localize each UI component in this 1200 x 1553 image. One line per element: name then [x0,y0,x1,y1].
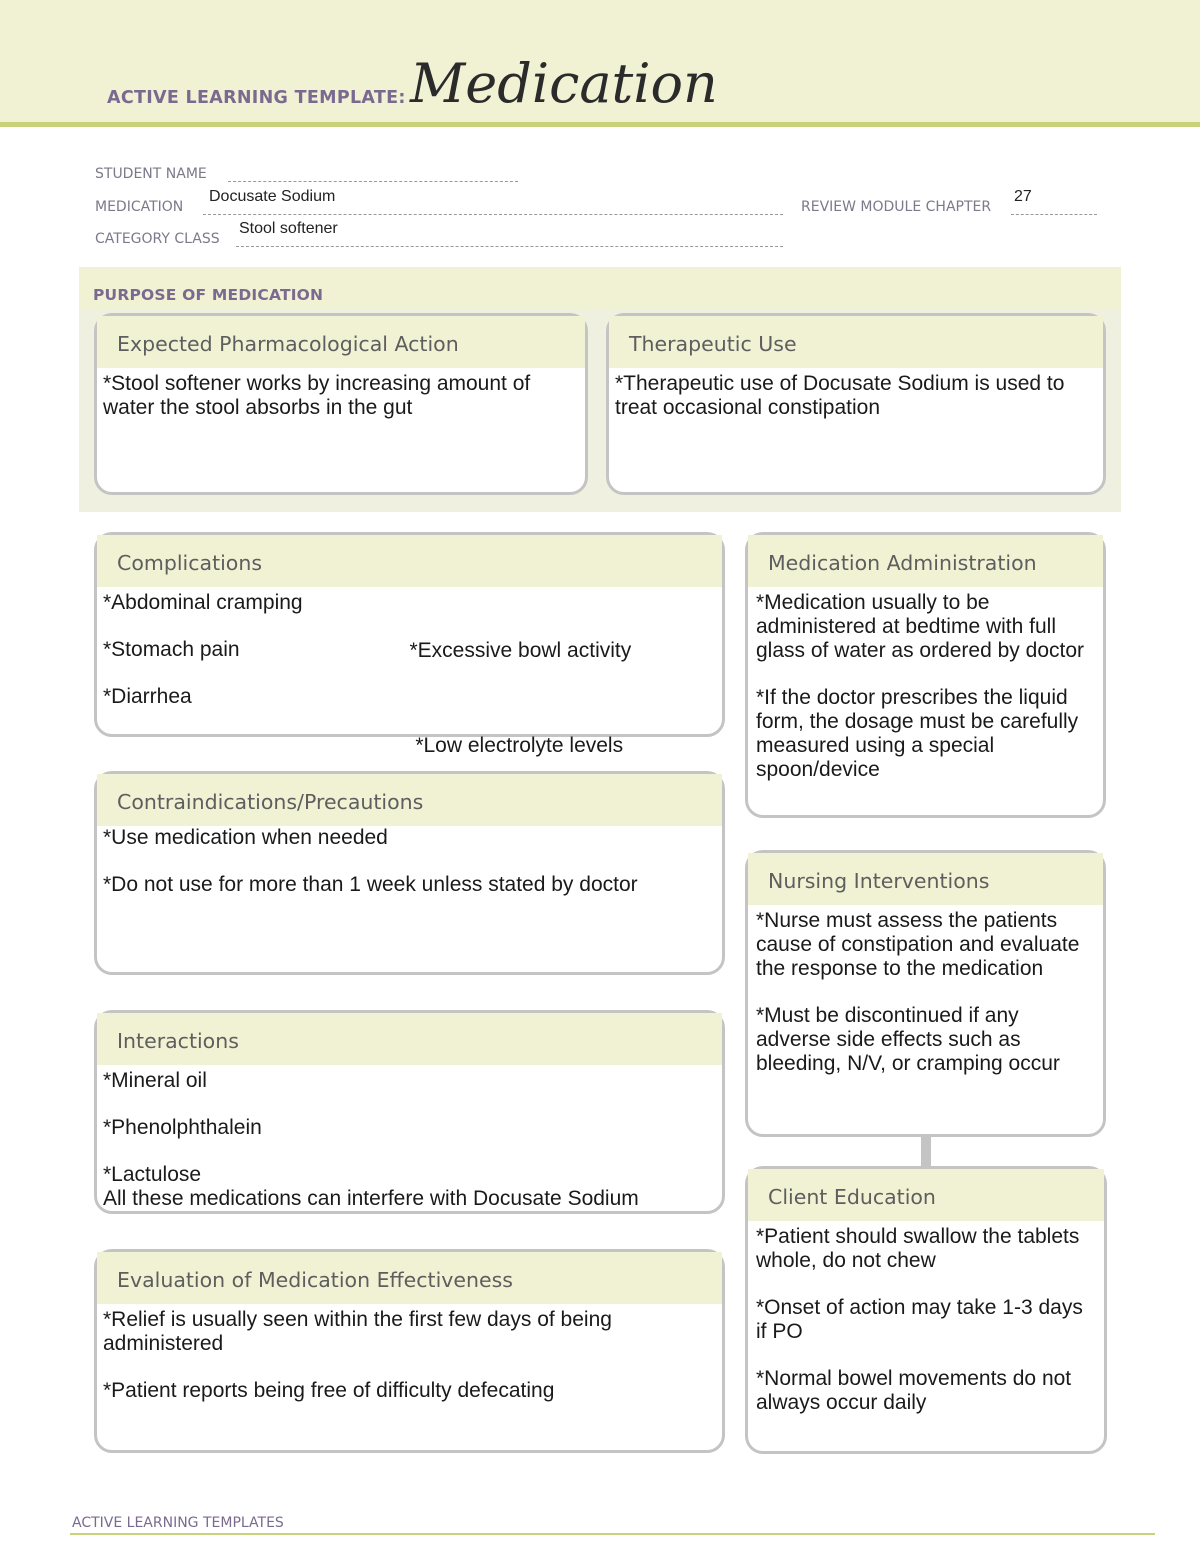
expected-action-text: *Stool softener works by increasing amount of water the stool absorbs in the gut [103,372,531,419]
review-module-line [1011,214,1097,215]
medication-administration-list [748,587,1103,782]
administration-item: *Medication usually to be administered at bedtime with full glass of water as ordered by doctor [756,591,1085,662]
category-class-label: CATEGORY CLASS [95,231,220,247]
complication-item: *Stomach pain [103,638,240,661]
evaluation-item: *Relief is usually seen within the first few days of being administered [103,1308,612,1355]
interactions-note: All these medications can interfere with Docusate Sodium [103,1187,639,1210]
contraindications-list [97,826,722,897]
administration-item: *If the doctor prescribes the liquid form, the dosage must be carefully measured using a special spoon/device [756,686,1079,781]
contraindication-item: *Do not use for more than 1 week unless stated by doctor [103,873,638,896]
nursing-interventions-list [748,905,1103,1076]
evaluation-box [94,1249,725,1453]
category-class-value[interactable]: Stool softener [239,220,338,237]
interactions-box [94,1010,725,1214]
interaction-item: *Mineral oil [103,1069,207,1092]
category-class-line [236,246,783,247]
client-education-list [748,1221,1104,1415]
student-name-line [228,181,518,182]
therapeutic-use-title: Therapeutic Use [609,316,1103,368]
review-module-label: REVIEW MODULE CHAPTER [801,199,992,215]
contraindication-item: *Use medication when needed [103,826,388,849]
complication-item: *Diarrhea [103,685,192,708]
complications-box [94,532,725,757]
evaluation-title: Evaluation of Medication Effectiveness [97,1252,722,1304]
medication-administration-box [745,532,1106,818]
interactions-title: Interactions [97,1013,722,1065]
template-label: ACTIVE LEARNING TEMPLATE: [107,88,406,108]
client-education-box [745,1166,1107,1454]
review-module-value[interactable]: 27 [1014,188,1032,205]
interaction-item: *Phenolphthalein [103,1116,262,1139]
purpose-label: PURPOSE OF MEDICATION [93,286,324,304]
education-item: *Normal bowel movements do not always occur daily [756,1367,1072,1414]
contraindications-title: Contraindications/Precautions [97,774,722,826]
client-education-title: Client Education [748,1169,1104,1221]
nursing-interventions-box [745,850,1106,1137]
footer-rule [70,1533,1155,1535]
intervention-item: *Must be discontinued if any adverse side effects such as bleeding, N/V, or cramping occur [756,1004,1060,1075]
template-title: Medication [410,52,718,115]
medication-administration-title: Medication Administration [748,535,1103,587]
nursing-interventions-title: Nursing Interventions [748,853,1103,905]
intervention-item: *Nurse must assess the patients cause of constipation and evaluate the response to the medication [756,909,1080,980]
medication-line [203,214,783,215]
expected-action-box [94,313,588,495]
expected-action-title: Expected Pharmacological Action [97,316,585,368]
complication-item: *Excessive bowl activity [409,639,632,662]
header-rule [0,122,1200,127]
footer-label: ACTIVE LEARNING TEMPLATES [72,1515,284,1531]
education-item: *Patient should swallow the tablets whole, do not chew [756,1225,1080,1272]
evaluation-list [97,1304,722,1403]
complications-title: Complications [97,535,722,587]
complication-item: *Abdominal cramping [103,591,303,614]
contraindications-box [94,771,725,975]
complication-item: *Low electrolyte levels [409,734,624,757]
medication-label: MEDICATION [95,199,184,215]
evaluation-item: *Patient reports being free of difficulty defecating [103,1379,555,1402]
education-item: *Onset of action may take 1-3 days if PO [756,1296,1083,1343]
interactions-list [97,1065,722,1211]
connector-bar [921,1135,931,1167]
therapeutic-use-box [606,313,1106,495]
medication-value[interactable]: Docusate Sodium [209,188,336,205]
interaction-item: *Lactulose [103,1163,202,1186]
student-name-label: STUDENT NAME [95,166,207,182]
therapeutic-use-text: *Therapeutic use of Docusate Sodium is used to treat occasional constipation [615,372,1065,419]
